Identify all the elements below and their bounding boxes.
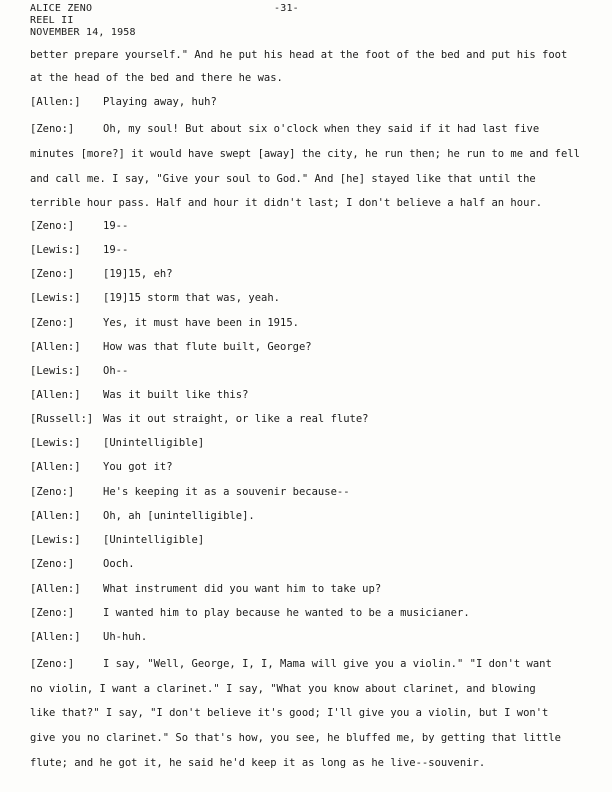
page-number: -31- <box>274 3 299 14</box>
speech-text: 19-- <box>103 220 129 232</box>
speech-text: I wanted him to play because he wanted to be a musicianer. <box>103 607 470 619</box>
speech-text: Oh-- <box>103 365 129 377</box>
speech-continuation: no violin, I want a clarinet." I say, "What you know about clarinet, and blowing <box>30 683 536 695</box>
speaker-label: [Allen:] <box>30 389 81 401</box>
speech-text: Playing away, huh? <box>103 96 217 108</box>
speaker-label: [Russell:] <box>30 413 94 425</box>
speech-text: Ooch. <box>103 558 135 570</box>
speaker-label: [Lewis:] <box>30 244 81 256</box>
speaker-label: [Lewis:] <box>30 437 81 449</box>
header-date: NOVEMBER 14, 1958 <box>30 27 136 38</box>
speaker-label: [Zeno:] <box>30 658 75 670</box>
speech-text: I say, "Well, George, I, I, Mama will give you a violin." "I don't want <box>103 658 552 670</box>
speech-continuation: and call me. I say, "Give your soul to God." And [he] stayed like that until the <box>30 173 536 185</box>
speech-text: 19-- <box>103 244 129 256</box>
speech-text: What instrument did you want him to take up? <box>103 583 382 595</box>
speech-text: Oh, ah [unintelligible]. <box>103 510 255 522</box>
speech-continuation: terrible hour pass. Half and hour it didn't last; I don't believe a half an hour. <box>30 197 543 209</box>
speaker-label: [Zeno:] <box>30 607 75 619</box>
speaker-label: [Zeno:] <box>30 268 75 280</box>
speaker-label: [Lewis:] <box>30 292 81 304</box>
speaker-label: [Zeno:] <box>30 558 75 570</box>
speech-text: You got it? <box>103 461 173 473</box>
speech-text: [19]15 storm that was, yeah. <box>103 292 281 304</box>
speech-text: Uh-huh. <box>103 631 148 643</box>
intro-line: better prepare yourself." And he put his head at the foot of the bed and put his foot <box>30 49 568 61</box>
speaker-label: [Allen:] <box>30 341 81 353</box>
speech-text: [Unintelligible] <box>103 437 205 449</box>
speech-text: [Unintelligible] <box>103 534 205 546</box>
speech-text: Was it built like this? <box>103 389 249 401</box>
speech-text: How was that flute built, George? <box>103 341 312 353</box>
speaker-label: [Allen:] <box>30 510 81 522</box>
intro-line: at the head of the bed and there he was. <box>30 72 283 84</box>
header-name: ALICE ZENO <box>30 3 93 14</box>
speech-text: Was it out straight, or like a real flute? <box>103 413 369 425</box>
speaker-label: [Lewis:] <box>30 534 81 546</box>
speaker-label: [Allen:] <box>30 631 81 643</box>
speech-text: He's keeping it as a souvenir because-- <box>103 486 350 498</box>
speech-continuation: give you no clarinet." So that's how, you see, he bluffed me, by getting that little <box>30 732 562 744</box>
speech-continuation: flute; and he got it, he said he'd keep it as long as he live--souvenir. <box>30 757 486 769</box>
speaker-label: [Zeno:] <box>30 220 75 232</box>
speech-text: [19]15, eh? <box>103 268 173 280</box>
speaker-label: [Allen:] <box>30 583 81 595</box>
speaker-label: [Zeno:] <box>30 486 75 498</box>
speaker-label: [Zeno:] <box>30 123 75 135</box>
speaker-label: [Lewis:] <box>30 365 81 377</box>
speech-text: Oh, my soul! But about six o'clock when they said if it had last five <box>103 123 540 135</box>
speaker-label: [Allen:] <box>30 96 81 108</box>
header-reel: REEL II <box>30 15 74 26</box>
speech-text: Yes, it must have been in 1915. <box>103 317 299 329</box>
speaker-label: [Zeno:] <box>30 317 75 329</box>
speech-continuation: minutes [more?] it would have swept [away] the city, he run then; he run to me and fell <box>30 148 580 160</box>
speaker-label: [Allen:] <box>30 461 81 473</box>
speech-continuation: like that?" I say, "I don't believe it's good; I'll give you a violin, but I won't <box>30 707 549 719</box>
